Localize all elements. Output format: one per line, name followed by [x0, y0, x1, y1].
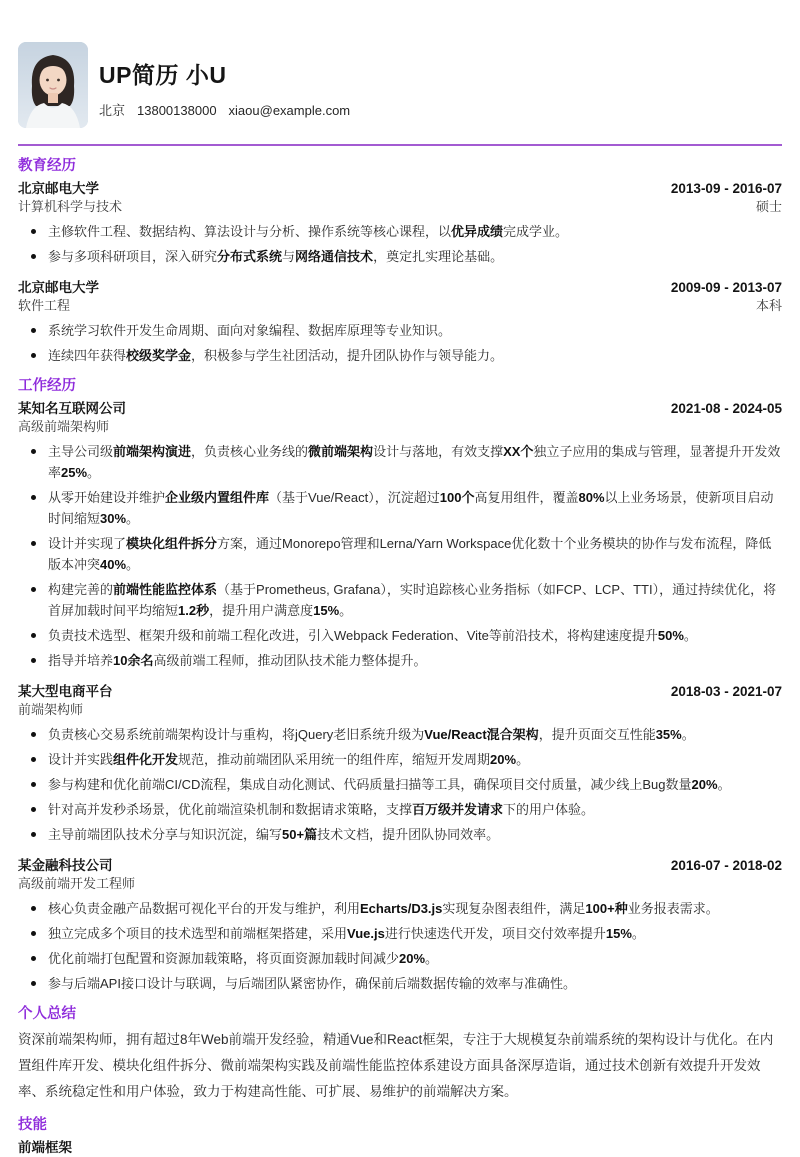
org-name: 某知名互联网公司 [18, 401, 126, 416]
bullet-item: 主导公司级前端架构演进，负责核心业务线的微前端架构设计与落地，有效支撑XX个独立子应用的集成与管理，显著提升开发效率25%。 [18, 441, 782, 483]
section-education [18, 157, 782, 366]
section-title-education: 教育经历 [18, 158, 76, 174]
bullet-item: 主导前端团队技术分享与知识沉淀，编写50+篇技术文档，提升团队协同效率。 [18, 824, 782, 845]
profile-photo-graphic [18, 42, 88, 128]
bullet-item: 优化前端打包配置和资源加载策略，将页面资源加载时间减少20%。 [18, 948, 782, 969]
section-title-skills: 技能 [18, 1117, 47, 1133]
date-range: 2013-09 - 2016-07 [670, 181, 782, 196]
profile-photo [18, 42, 88, 128]
entry-header [18, 682, 782, 701]
org-name: 北京邮电大学 [18, 280, 99, 295]
skill-group-label: 前端框架 [18, 1140, 72, 1155]
bullet-item: 主修软件工程、数据结构、算法设计与分析、操作系统等核心课程，以优异成绩完成学业。 [18, 221, 782, 242]
bullet-item: 连续四年获得校级奖学金，积极参与学生社团活动，提升团队协作与领导能力。 [18, 345, 782, 366]
degree-label: 本科 [755, 298, 782, 313]
bullet-item: 从零开始建设并维护企业级内置组件库（基于Vue/React），沉淀超过100个高复用组件，覆盖80%以上业务场景，使新项目启动时间缩短30%。 [18, 487, 782, 529]
role-or-major: 高级前端开发工程师 [18, 876, 136, 891]
entry-subheader [18, 198, 782, 216]
entry-subheader [18, 418, 782, 436]
entry [18, 682, 782, 845]
entry [18, 856, 782, 994]
entry-header [18, 856, 782, 875]
bullet-item: 参与后端API接口设计与联调，与后端团队紧密协作，确保前后端数据传输的效率与准确性。 [18, 973, 782, 994]
section-skills [18, 1116, 782, 1157]
bullet-list [18, 898, 782, 994]
bullet-item: 参与构建和优化前端CI/CD流程，集成自动化测试、代码质量扫描等工具，确保项目交付质量，减少线上Bug数量20%。 [18, 774, 782, 795]
bullet-item: 构建完善的前端性能监控体系（基于Prometheus, Grafana），实时追踪核心业务指标（如FCP、LCP、TTI），通过持续优化，将首屏加载时间平均缩短1.2秒，提升用户满意度15%。 [18, 579, 782, 621]
resume-header [18, 42, 782, 128]
contact-row [99, 100, 362, 119]
bullet-item: 负责技术选型、框架升级和前端工程化改进，引入Webpack Federation、Vite等前沿技术，将构建速度提升50%。 [18, 625, 782, 646]
org-name: 某大型电商平台 [18, 684, 113, 699]
summary-paragraph: 资深前端架构师，拥有超过8年Web前端开发经验，精通Vue和React框架，专注于大规模复杂前端系统的架构设计与优化。在内置组件库开发、模块化组件拆分、微前端架构实践及前端性能监控体系建设方面具备深厚造诣，通过技术创新有效提升开发效率、系统稳定性和用户体验，致力于构建高性能、可扩展、易维护的前端解决方案。 [18, 1032, 774, 1099]
entry [18, 399, 782, 671]
date-range: 2009-09 - 2013-07 [670, 280, 782, 295]
bullet-item: 设计并实现了模块化组件拆分方案，通过Monorepo管理和Lerna/Yarn Workspace优化数十个业务模块的协作与发布流程，降低版本冲突40%。 [18, 533, 782, 575]
section-title-work: 工作经历 [18, 378, 76, 394]
role-or-major: 高级前端架构师 [18, 419, 110, 434]
entry-subheader [18, 297, 782, 315]
org-name: 某金融科技公司 [18, 858, 113, 873]
degree-label: 硕士 [755, 199, 782, 214]
bullet-item: 指导并培养10余名高级前端工程师，推动团队技术能力整体提升。 [18, 650, 782, 671]
bullet-item: 核心负责金融产品数据可视化平台的开发与维护，利用Echarts/D3.js实现复杂图表组件，满足100+种业务报表需求。 [18, 898, 782, 919]
bullet-list [18, 441, 782, 671]
entry [18, 179, 782, 267]
role-or-major: 计算机科学与技术 [18, 199, 123, 214]
bullet-list [18, 320, 782, 366]
bullet-list [18, 724, 782, 845]
org-name: 北京邮电大学 [18, 181, 99, 196]
bullet-item: 系统学习软件开发生命周期、面向对象编程、数据库原理等专业知识。 [18, 320, 782, 341]
candidate-name: UP简历 小U [99, 62, 227, 88]
section-title-summary: 个人总结 [18, 1006, 76, 1022]
entry-header [18, 399, 782, 418]
contact-email: xiaou@example.com [228, 103, 351, 118]
role-or-major: 软件工程 [18, 298, 71, 313]
date-range: 2018-03 - 2021-07 [670, 684, 782, 699]
contact-location: 北京 [99, 103, 126, 118]
bullet-item: 针对高并发秒杀场景，优化前端渲染机制和数据请求策略，支撑百万级并发请求下的用户体验。 [18, 799, 782, 820]
contact-phone: 13800138000 [137, 103, 217, 118]
section-work [18, 377, 782, 994]
role-or-major: 前端架构师 [18, 702, 84, 717]
entry [18, 278, 782, 366]
bullet-item: 独立完成多个项目的技术选型和前端框架搭建，采用Vue.js进行快速迭代开发，项目交付效率提升15%。 [18, 923, 782, 944]
date-range: 2016-07 - 2018-02 [670, 858, 782, 873]
section-summary [18, 1005, 782, 1105]
bullet-item: 参与多项科研项目，深入研究分布式系统与网络通信技术，奠定扎实理论基础。 [18, 246, 782, 267]
entry-subheader [18, 875, 782, 893]
resume-sections [18, 157, 782, 1157]
bullet-item: 设计并实践组件化开发规范，推动前端团队采用统一的组件库，缩短开发周期20%。 [18, 749, 782, 770]
date-range: 2021-08 - 2024-05 [670, 401, 782, 416]
bullet-item: 负责核心交易系统前端架构设计与重构，将jQuery老旧系统升级为Vue/React混合架构，提升页面交互性能35%。 [18, 724, 782, 745]
bullet-list [18, 221, 782, 267]
entry-header [18, 278, 782, 297]
entry-subheader [18, 701, 782, 719]
header-divider [18, 144, 782, 146]
header-text [99, 42, 362, 119]
entry-header [18, 179, 782, 198]
